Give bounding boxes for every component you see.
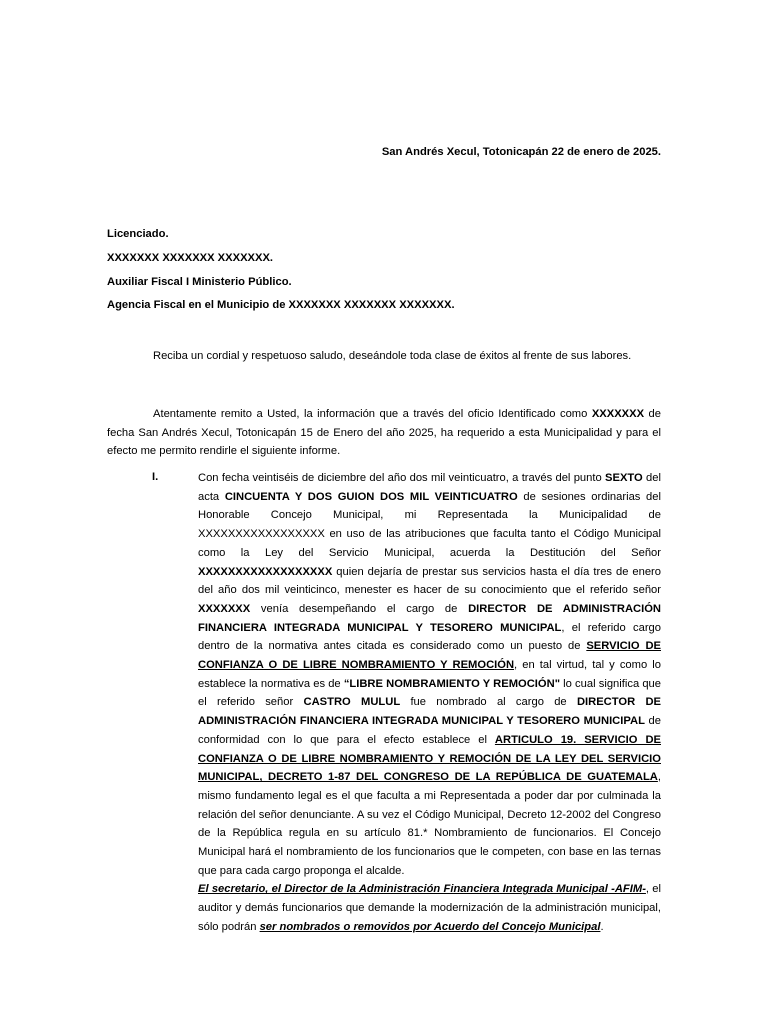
recipient-name: XXXXXXX XXXXXXX XXXXXXX. [107,252,274,264]
item-bold-italic-underlined: El secretario, el Director de la Administración Financiera Integrada Municipal -AFIM- [198,883,646,896]
item-text: venía desempeñando el cargo de [250,602,469,615]
item-text: quien dejaría de prestar sus servicios hasta el día tres de enero del año dos mil veinticinco, menester es hacer de su conocimiento que el referido señor [198,565,661,597]
item-text: Con fecha veintiséis de diciembre del año dos mil veinticuatro, a través del punto [198,472,606,484]
recipient-position: Auxiliar Fiscal I Ministerio Público. [107,276,292,288]
item-text: de conformidad con lo que para el efecto establece el [198,715,661,746]
item-bold: DIRECTOR DE ADMINISTRACIÓN FINANCIERA INTEGRADA MUNICIPAL Y TESORERO MUNICIPAL [198,696,661,728]
item-bold: XXXXXXX [198,602,251,615]
item-1-body [198,469,661,937]
item-text: de sesiones ordinarias del Honorable Concejo Municipal, mi Representada la Municipalidad de XXXXXXXXXXXXXXXXX en uso de las atribuciones que faculta tanto el Código Municipal como la Ley del Servicio Municipal, acuerda la Destitución del Señor [198,490,661,559]
date-line: San Andrés Xecul, Totonicapán 22 de enero de 2025. [381,146,661,158]
intro-office-id: XXXXXXX [591,408,645,420]
item-1-quote [198,880,661,936]
item-text: lo cual significa que el referido señor [198,677,661,709]
item-bold-underlined: ARTICULO 19. SERVICIO DE CONFIANZA O DE LIBRE NOMBRAMIENTO Y REMOCIÓN DE LA LEY DEL SERVICIO MUNICIPAL, DECRETO 1-87 DEL CONGRESO DE LA REPÚBLICA DE GUATEMALA [198,733,661,784]
item-text: , el referido cargo dentro de la normativa antes citada es considerado como un puesto de [198,621,661,653]
item-1-paragraph [198,469,661,880]
item-text: del acta [198,472,661,503]
item-bold: “LIBRE NOMBRAMIENTO Y REMOCIÓN" [343,677,561,690]
item-numeral: I. [152,471,159,483]
item-text: , mismo fundamento legal es el que faculta a mi Representada a poder dar por culminada la relación del señor denunciante. A su vez el Código Municipal, Decreto 12-2002 del Congreso de la República regula en su artículo 81.* Nombramiento de funcionarios. El Concejo Municipal hará el nombramiento de los funcionarios que le competen, con base en las ternas que para cada cargo proponga el alcalde. [198,771,661,877]
intro-text: de fecha San Andrés Xecul, Totonicapán 15 de Enero del año 2025, ha requerido a esta Municipalidad y para el efecto me permito rendirle el siguiente informe. [107,408,661,458]
item-text: , el auditor y demás funcionarios que demande la modernización de la administración municipal, sólo podrán [198,883,661,933]
recipient-agency: Agencia Fiscal en el Municipio de XXXXXXX XXXXXXX XXXXXXX. [107,299,455,311]
intro-paragraph [107,405,661,461]
item-text: . [600,920,604,933]
item-bold: DIRECTOR DE ADMINISTRACIÓN FINANCIERA INTEGRADA MUNICIPAL Y TESORERO MUNICIPAL [198,602,661,634]
item-bold-underlined: SERVICIO DE CONFIANZA O DE LIBRE NOMBRAMIENTO Y REMOCIÓN [198,640,661,672]
item-text: fue nombrado al cargo de [400,696,577,709]
item-bold: XXXXXXXXXXXXXXXXXX [198,565,333,578]
recipient-title: Licenciado. [107,228,169,240]
item-bold: CINCUENTA Y DOS GUION DOS MIL VEINTICUATRO [224,490,518,503]
item-bold-italic-underlined: ser nombrados o removidos por Acuerdo del Concejo Municipal [259,920,601,933]
greeting-paragraph: Reciba un cordial y respetuoso saludo, deseándole toda clase de éxitos al frente de sus labores. [153,350,632,362]
item-bold: CASTRO MULUL [303,696,401,709]
item-bold: SEXTO [605,472,643,484]
item-text: , en tal virtud, tal y como lo establece la normativa es de [198,659,661,690]
intro-text: Atentamente remito a Usted, la información que a través del oficio Identificado como [153,408,592,420]
